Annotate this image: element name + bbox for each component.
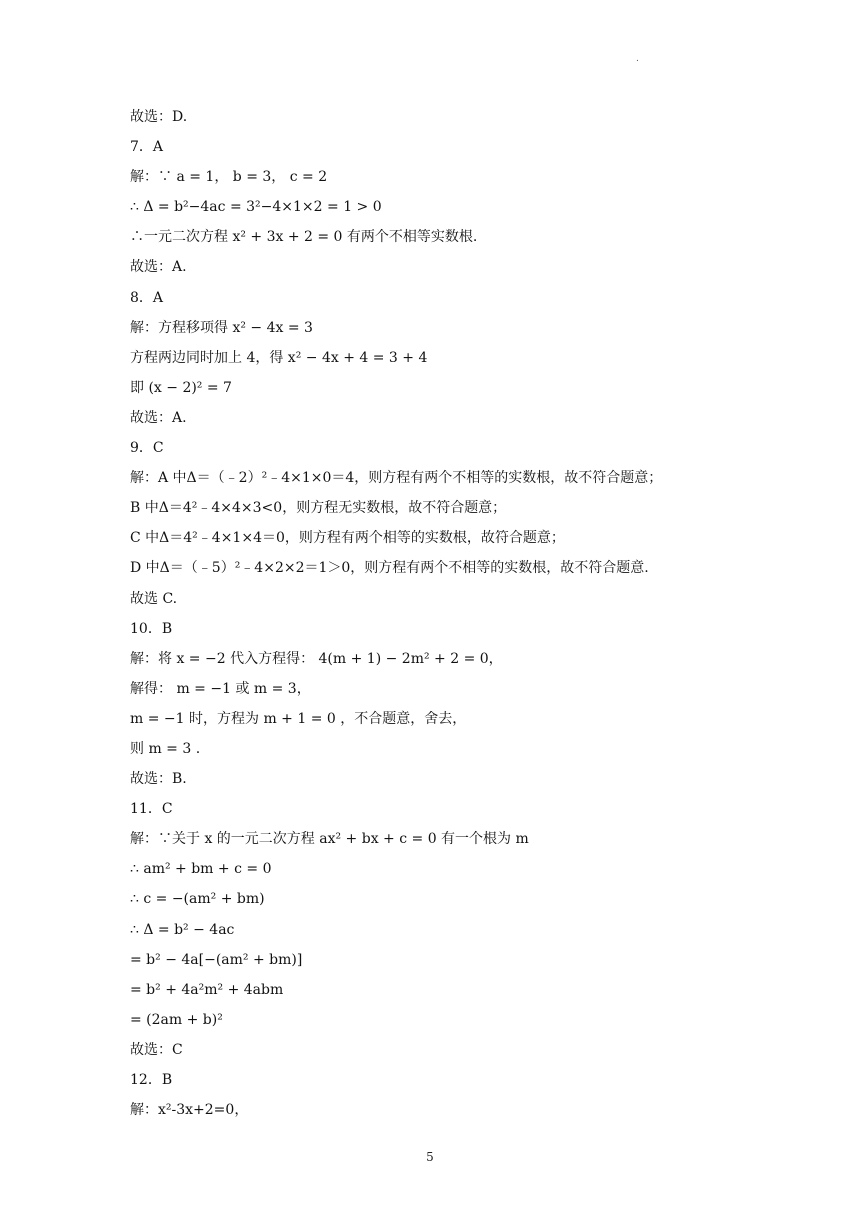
text-line: 故选：B. [130, 771, 187, 788]
text-line: ∴ Δ = b² − 4ac [130, 921, 235, 938]
text-line: = (2am + b)² [130, 1011, 223, 1028]
text-line: = b² − 4a[−(am² + bm)] [130, 951, 303, 968]
text-line: 8．A [130, 289, 164, 306]
text-line: 故选：D. [130, 109, 188, 125]
text-line: 则 m = 3 . [130, 740, 201, 757]
text-line: m = −1 时，方程为 m + 1 = 0 ，不合题意，舍去， [130, 710, 467, 727]
text-line: 11．C [130, 801, 173, 818]
text-line: 9．C [130, 440, 164, 457]
text-line: 故选：A. [130, 409, 187, 426]
header-mark: . [636, 54, 639, 64]
text-line: ∴ c = −(am² + bm) [130, 891, 265, 908]
text-line: 10．B [130, 620, 173, 637]
text-line: 故选：A. [130, 259, 187, 276]
text-line: ∴一元二次方程 x² + 3x + 2 = 0 有两个不相等实数根. [130, 229, 478, 246]
text-line: 解：x²-3x+2=0， [130, 1102, 249, 1119]
text-line: 12．B [130, 1072, 173, 1088]
text-line: B 中Δ＝4²﹣4×4×3<0，则方程无实数根，故不符合题意； [130, 500, 507, 517]
text-line: ∴ am² + bm + c = 0 [130, 861, 272, 878]
document-body [130, 102, 750, 1125]
text-line: 故选 C. [130, 590, 178, 607]
text-line: ∴ Δ = b²−4ac = 3²−4×1×2 = 1 > 0 [130, 199, 382, 216]
page-number: 5 [426, 1150, 434, 1164]
text-line: D 中Δ＝（﹣5）²﹣4×2×2＝1＞0，则方程有两个不相等的实数根，故不符合题意. [130, 560, 649, 577]
text-line: 7．A [130, 139, 164, 156]
text-line: 解：∵ a = 1， b = 3， c = 2 [130, 169, 328, 186]
text-line: 方程两边同时加上 4，得 x² − 4x + 4 = 3 + 4 [130, 349, 428, 366]
text-line: 即 (x − 2)² = 7 [130, 379, 232, 396]
text-line: 解：∵关于 x 的一元二次方程 ax² + bx + c = 0 有一个根为 m [130, 831, 529, 848]
text-line: 解：将 x = −2 代入方程得： 4(m + 1) − 2m² + 2 = 0， [130, 650, 503, 667]
text-line: 解：A 中Δ＝（﹣2）²﹣4×1×0＝4，则方程有两个不相等的实数根，故不符合题意； [130, 470, 663, 487]
text-line: 解得： m = −1 或 m = 3， [130, 680, 311, 697]
text-line: = b² + 4a²m² + 4abm [130, 981, 284, 998]
text-line: 解：方程移项得 x² − 4x = 3 [130, 319, 313, 336]
text-line: 故选：C [130, 1041, 183, 1058]
text-line: C 中Δ＝4²﹣4×1×4＝0，则方程有两个相等的实数根，故符合题意； [130, 530, 565, 547]
